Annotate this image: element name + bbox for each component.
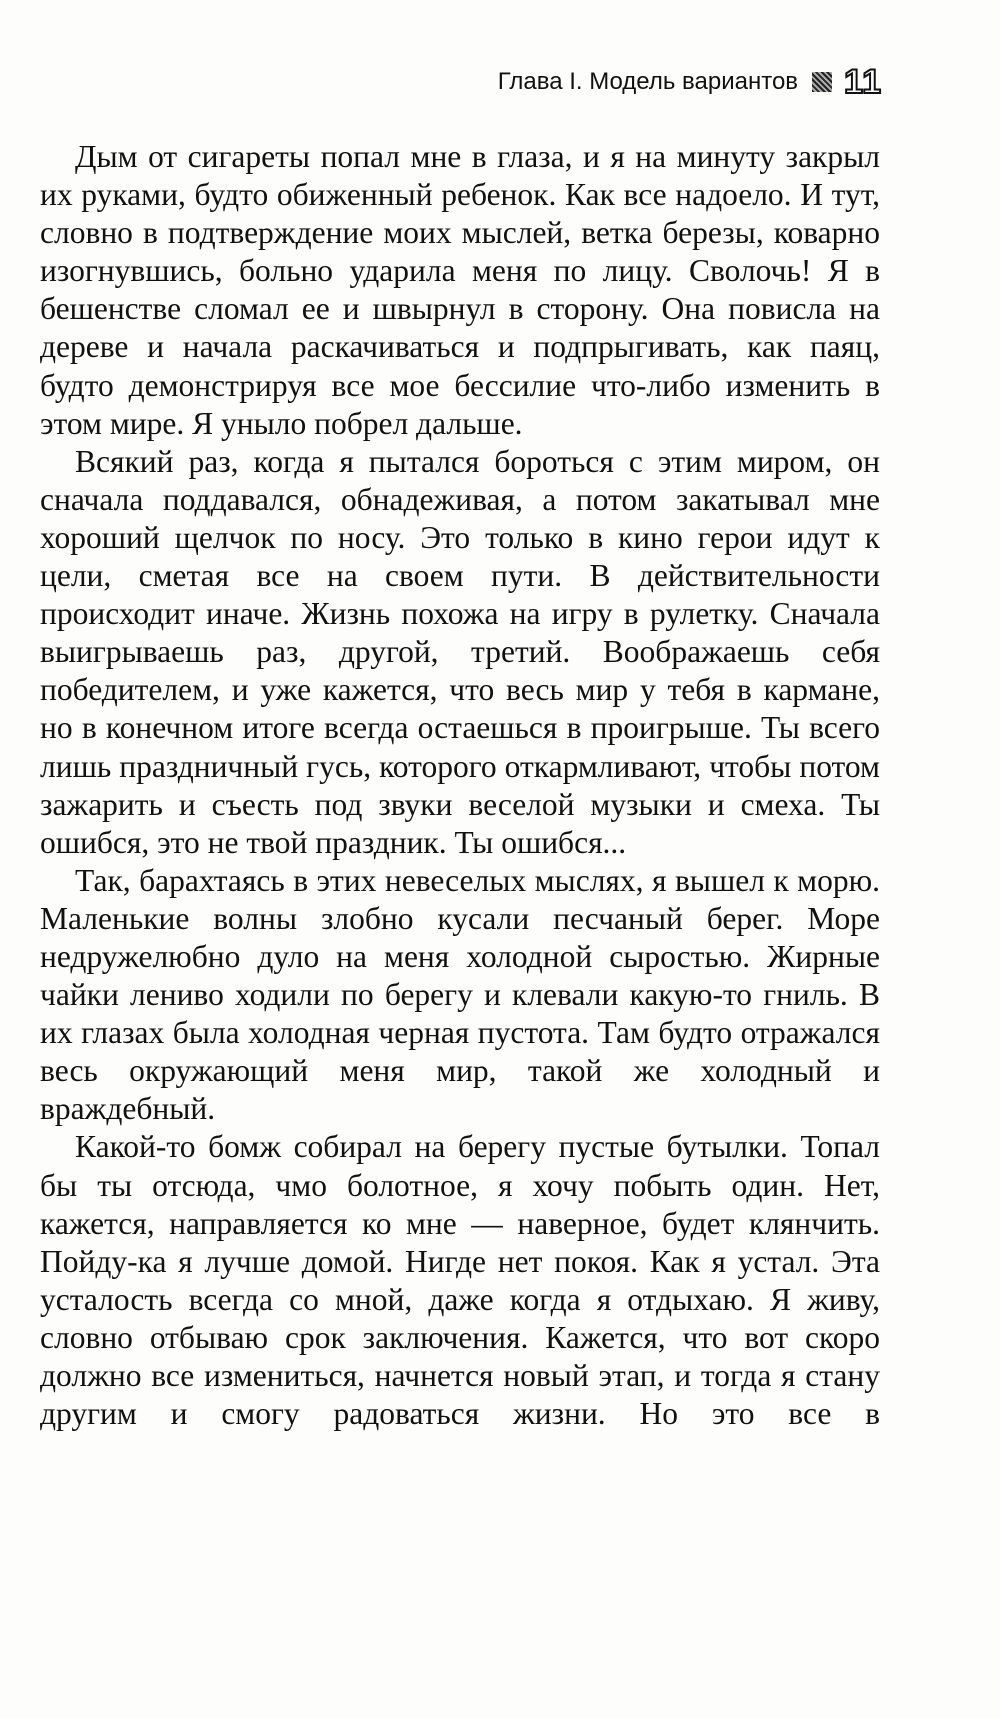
paragraph-1: Дым от сигареты попал мне в глаза, и я на минуту закрыл их руками, будто обиженный ребенок. Как все надоело. И тут, словно в подтверждение моих мыслей, ветка березы, коварно изогнувшись, больно ударила меня по лицу. Сволочь! Я в бешенстве сломал ее и швырнул в сторону. Она повисла на дереве и начала раскачиваться и подпрыгивать, как паяц, будто демонстрируя все мое бессилие что-либо изменить в этом мире. Я уныло побрел дальше.	[40, 139, 880, 441]
page-number: 11	[844, 62, 882, 101]
paragraph-4: Какой-то бомж собирал на берегу пустые бутылки. Топал бы ты отсюда, чмо болотное, я хочу побыть один. Нет, кажется, направляется ко мне — наверное, будет клянчить. Пойду-ка я лучше домой. Нигде нет покоя. Как я устал. Эта усталость всегда со мной, даже когда я отдыхаю. Я живу, словно отбываю срок заключения. Кажется, что вот скоро должно все измениться, начнется новый этап, и тогда я стану другим и смогу радоваться жизни. Но это все в	[40, 1129, 880, 1432]
body-text	[40, 138, 880, 1433]
paragraph-2: Всякий раз, когда я пытался бороться с этим миром, он сначала поддавался, обнадеживая, а потом закатывал мне хороший щелчок по носу. Это только в кино герои идут к цели, сметая все на своем пути. В действительности происходит иначе. Жизнь похожа на игру в рулетку. Сначала выигрываешь раз, другой, третий. Воображаешь себя победителем, и уже кажется, что весь мир у тебя в кармане, но в конечном итоге всегда остаешься в проигрыше. Ты всего лишь праздничный гусь, которого откармливают, чтобы потом зажарить и съесть под звуки веселой музыки и смеха. Ты ошибся, это не твой праздник. Ты ошибся...	[40, 443, 880, 860]
chapter-title: Глава I. Модель вариантов	[497, 68, 799, 95]
paragraph-3: Так, барахтаясь в этих невеселых мыслях, я вышел к морю. Маленькие волны злобно кусали песчаный берег. Море недружелюбно дуло на меня холодной сыростью. Жирные чайки лениво ходили по берегу и клевали какую-то гниль. В их глазах была холодная черная пустота. Там будто отражался весь окружающий меня мир, такой же холодный и враждебный.	[40, 862, 880, 1127]
running-head	[498, 62, 882, 102]
ornament-square-icon	[812, 72, 832, 92]
